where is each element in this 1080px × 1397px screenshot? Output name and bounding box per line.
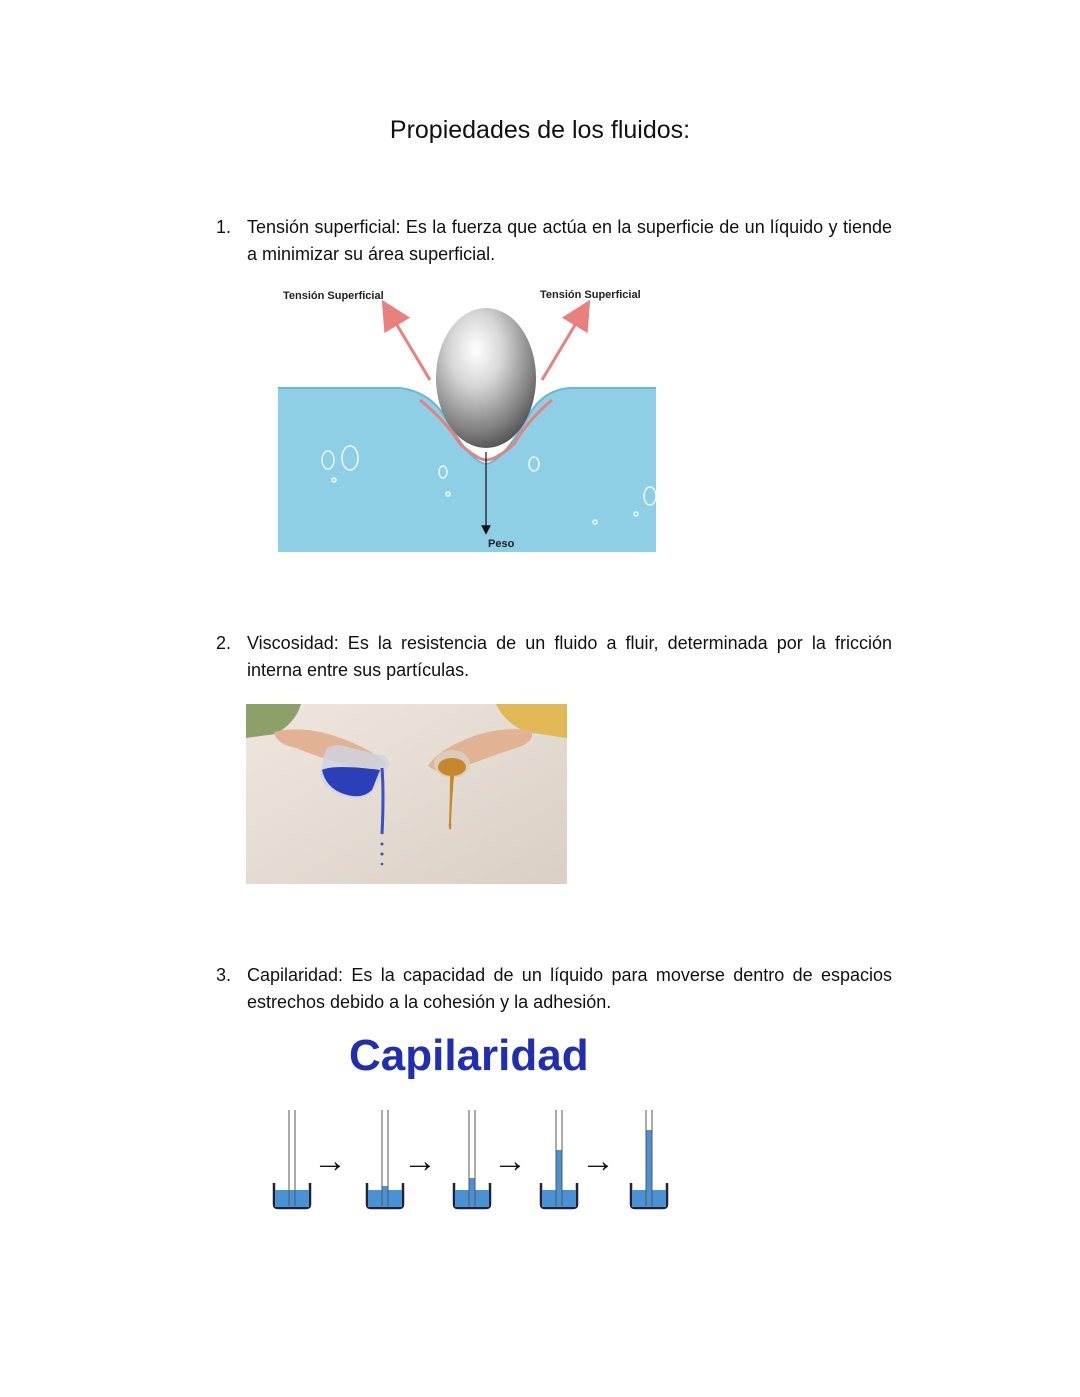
capillary-stage-1 (274, 1110, 310, 1208)
item-text: Tensión superficial: Es la fuerza que actúa en la superficie de un líquido y tiende a minimizar su área superficial. (247, 217, 892, 264)
item-text: Capilaridad: Es la capacidad de un líquido para moverse dentro de espacios estrechos debido a la cohesión y la adhesión. (247, 965, 892, 1012)
sphere (436, 308, 536, 448)
capillarity-diagram (265, 1026, 675, 1216)
capillary-stage-3 (454, 1110, 490, 1208)
arrow-3: → (493, 1142, 527, 1180)
tension-arrow-left (388, 310, 430, 380)
page-title: Propiedades de los fluidos: (389, 116, 691, 144)
viscosity-illustration (246, 704, 567, 884)
item-number: 2. (216, 633, 232, 653)
capillarity-figure-title: Capilaridad (349, 1031, 589, 1080)
tension-arrow-right (542, 310, 584, 380)
arrow-4: → (581, 1142, 615, 1180)
blue-stream (382, 768, 383, 834)
honey-liquid (438, 758, 466, 776)
arrow-1: → (313, 1142, 347, 1180)
capillary-stage-4 (541, 1110, 577, 1208)
surface-tension-figure (270, 282, 662, 556)
item-text: Viscosidad: Es la resistencia de un fluido a fluir, determinada por la fricción interna entre sus partículas. (247, 633, 892, 680)
item-number: 1. (216, 217, 232, 237)
surface-tension-diagram (270, 282, 662, 556)
label-weight: Peso (488, 538, 515, 550)
capillary-stage-2 (367, 1110, 403, 1208)
capillary-stage-5 (631, 1110, 667, 1208)
item-number: 3. (216, 965, 232, 985)
capillarity-figure (265, 1026, 675, 1216)
label-tension-right: Tensión Superficial (540, 289, 641, 301)
label-tension-left: Tensión Superficial (283, 290, 384, 302)
arrow-2: → (403, 1142, 437, 1180)
viscosity-photo (246, 704, 567, 884)
